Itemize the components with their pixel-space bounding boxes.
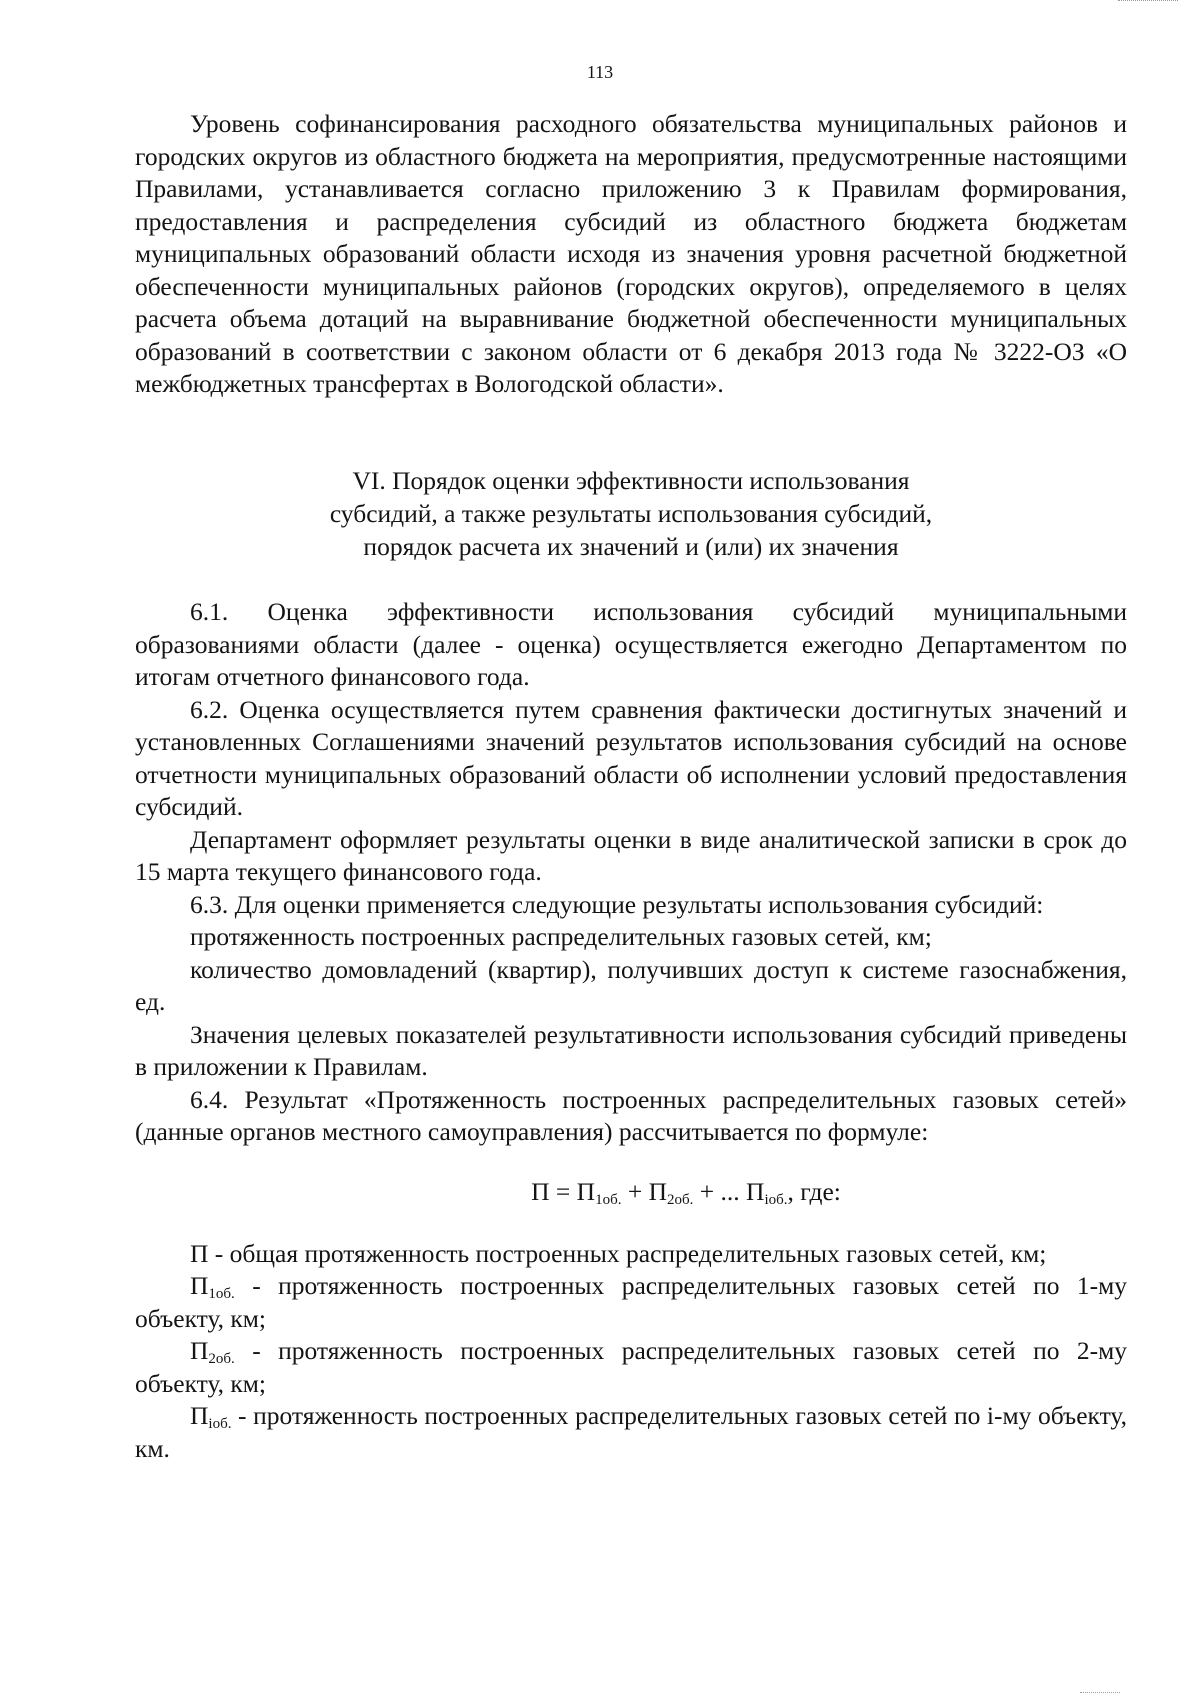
intro-block — [135, 108, 1127, 401]
section-heading — [135, 464, 1127, 563]
formula-sub-i: iоб. — [764, 1191, 788, 1208]
paragraph-6-4: 6.4. Результат «Протяженность построенных распределительных газовых сетей» (данные органов местного самоуправления) рассчитывается по формуле: — [135, 1084, 1127, 1146]
section-heading-line-2: субсидий, а также результаты использования субсидий, — [329, 499, 933, 528]
length-formula — [135, 1172, 1127, 1212]
result-item-length: протяженность построенных распределительных газовых сетей, км; — [190, 922, 932, 951]
paragraph-department: Департамент оформляет результаты оценки в виде аналитической записки в срок до 15 марта текущего финансового года. — [135, 824, 1127, 886]
scan-edge-mark-bottom — [1080, 1688, 1120, 1693]
definition-2-symbol: П — [190, 1336, 209, 1365]
section-body — [135, 596, 1127, 1465]
definition-1-text: - протяженность построенных распределительных газовых сетей по 1-му объекту, км; — [135, 1271, 1127, 1333]
formula-sub-1: 1об. — [595, 1191, 622, 1208]
definition-i-symbol: П — [190, 1401, 209, 1430]
definition-1-subscript: 1об. — [208, 1286, 235, 1302]
formula-sub-2: 2об. — [667, 1191, 694, 1208]
definition-total: П - общая протяженность построенных распределительных газовых сетей, км; — [190, 1238, 1047, 1268]
scan-edge-mark — [1118, 0, 1178, 5]
formula-plus-1: + П — [621, 1176, 668, 1206]
paragraph-6-2: 6.2. Оценка осуществляется путем сравнения фактически достигнутых значений и установленных Соглашениями значений результатов использования субсидий на основе отчетности муниципальных образований области об исполнении условий предоставления субсидий. — [135, 694, 1127, 821]
definition-object-i — [135, 1400, 1127, 1465]
paragraph-6-1: 6.1. Оценка эффективности использования субсидий муниципальными образованиями области (далее - оценка) осуществляется ежегодно Департаментом по итогам отчетного финансового года. — [135, 597, 1127, 691]
formula-tail: , где: — [787, 1176, 841, 1206]
section-heading-line-3: порядок расчета их значений и (или) их значения — [363, 532, 899, 561]
paragraph-6-3: 6.3. Для оценки применяется следующие результаты использования субсидий: — [190, 889, 1044, 919]
definition-1-symbol: П — [190, 1271, 209, 1300]
definition-i-text: - протяженность построенных распределительных газовых сетей по i-му объекту, км. — [135, 1401, 1127, 1463]
formula-plus-2: + ... П — [693, 1176, 765, 1206]
paragraph-targets: Значения целевых показателей результативности использования субсидий приведены в приложении к Правилам. — [135, 1019, 1127, 1081]
formula-lhs: П = П — [531, 1176, 596, 1206]
intro-paragraph: Уровень софинансирования расходного обязательства муниципальных районов и городских округов из областного бюджета на мероприятия, предусмотренные настоящими Правилами, устанавливается согласно приложению 3 к Правилам формирования, предоставления и распределения субсидий из областного бюджета бюджетам муниципальных образований области исходя из значения уровня расчетной бюджетной обеспеченности муниципальных районов (городских округов), определяемого в целях расчета объема дотаций на выравнивание бюджетной обеспеченности муниципальных образований в соответствии с законом области от 6 декабря 2013 года № 3222-ОЗ «О межбюджетных трансфертах в Вологодской области». — [135, 109, 1127, 398]
definition-object-2 — [135, 1335, 1127, 1400]
definition-2-subscript: 2об. — [208, 1351, 235, 1367]
section-heading-line-1: VI. Порядок оценки эффективности использования — [352, 466, 910, 495]
definition-i-subscript: iоб. — [208, 1416, 232, 1432]
page-number: 113 — [586, 62, 614, 82]
result-item-households: количество домовладений (квартир), получивших доступ к системе газоснабжения, ед. — [135, 954, 1127, 1016]
definition-object-1 — [135, 1270, 1127, 1335]
definition-2-text: - протяженность построенных распределительных газовых сетей по 2-му объекту, км; — [135, 1336, 1127, 1398]
